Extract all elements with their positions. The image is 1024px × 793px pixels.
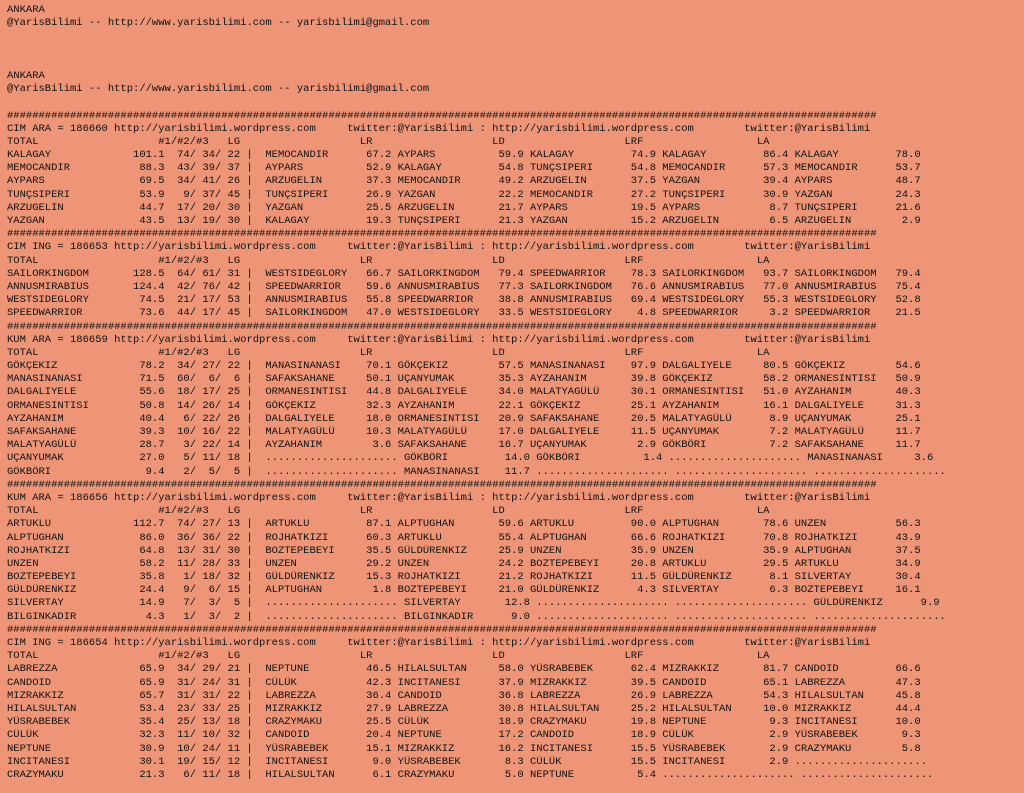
column-headers: TOTAL #1/#2/#3 LG LR LD LRF LA xyxy=(7,505,770,518)
blank-line xyxy=(7,44,1024,57)
table-row: UNZEN 58.2 11/ 28/ 33 | UNZEN 29.2 UNZEN 24.2 BOZTEPEBEYI 20.8 ARTUKLU 29.5 ARTUKLU 34.9 xyxy=(7,557,921,570)
table-row: ARZUGELIN 44.7 17/ 20/ 30 | YAZGAN 25.5 ARZUGELIN 21.7 AYPARS 19.5 AYPARS 8.7 TUNÇSIPERI 21.6 xyxy=(7,201,921,214)
table-row: YÜSRABEBEK 35.4 25/ 13/ 18 | CRAZYMAKU 25.5 CÜLÜK 18.9 CRAZYMAKU 19.8 NEPTUNE 9.3 INCITANESI 10.0 xyxy=(7,716,921,729)
column-headers: TOTAL #1/#2/#3 LG LR LD LRF LA xyxy=(7,254,770,267)
table-row: SILVERTAY 14.9 7/ 3/ 5 | ..................... SILVERTAY 12.8 ..................... ..................... GÜLDÜRENKIZ 9.9 xyxy=(7,597,940,610)
table-row: ANNUSMIRABIUS 124.4 42/ 76/ 42 | SPEEDWARRIOR 59.6 ANNUSMIRABIUS 77.3 SAILORKINGDOM 76.6 ANNUSMIRABIUS 77.0 ANNUSMIRABIUS 75.4 xyxy=(7,280,921,293)
header-city-repeat: ANKARA xyxy=(7,69,45,82)
table-row: NEPTUNE 30.9 10/ 24/ 11 | YÜSRABEBEK 15.1 MIZRAKKIZ 16.2 INCITANESI 15.5 YÜSRABEBEK 2.9 CRAZYMAKU 5.8 xyxy=(7,742,921,755)
table-row: SAFAKSAHANE 39.3 10/ 16/ 22 | MALATYAGÜLÜ 10.3 MALATYAGÜLÜ 17.0 DALGALIYELE 11.5 UÇANYUMAK 7.2 MALATYAGÜLÜ 11.7 xyxy=(7,426,921,438)
table-row: MEMOCANDIR 88.3 43/ 39/ 37 | AYPARS 52.9 KALAGAY 54.8 TUNÇSIPERI 54.8 MEMOCANDIR 57.3 MEMOCANDIR 53.7 xyxy=(7,162,921,175)
table-row: BILGINKADIR 4.3 1/ 3/ 2 | ..................... BILGINKADIR 9.0 ..................... ..................... ..................... xyxy=(7,610,946,623)
table-row: CÜLÜK 32.3 11/ 10/ 32 | CANDOID 20.4 NEPTUNE 17.2 CANDOID 18.9 CÜLÜK 2.9 YÜSRABEBEK 9.3 xyxy=(7,729,921,742)
table-row: INCITANESI 30.1 19/ 15/ 12 | INCITANESI 9.0 YÜSRABEBEK 8.3 CÜLÜK 15.5 INCITANESI 2.9 ..................... xyxy=(7,755,927,768)
table-row: AYZAHANIM 40.4 6/ 22/ 26 | DALGALIYELE 18.0 ORMANESINTISI 20.9 SAFAKSAHANE 20.5 MALATYAGÜLÜ 8.9 UÇANYUMAK 25.1 xyxy=(7,412,921,425)
header-contact-repeat: @YarisBilimi -- http://www.yarisbilimi.com -- yarisbilimi@gmail.com xyxy=(7,83,430,96)
blank-line xyxy=(7,96,1024,109)
section-title: CIM ARA = 186660 http://yarisbilimi.wordpress.com twitter:@YarisBilimi : http://yarisbilimi.wordpress.com twitter:@YarisBilimi xyxy=(7,122,871,135)
table-row: AYPARS 69.5 34/ 41/ 26 | ARZUGELIN 37.3 MEMOCANDIR 49.2 ARZUGELIN 37.5 YAZGAN 39.4 AYPARS 48.7 xyxy=(7,175,921,188)
table-row: BOZTEPEBEYI 35.8 1/ 18/ 32 | GÜLDÜRENKIZ 15.3 ROJHATKIZI 21.2 ROJHATKIZI 11.5 GÜLDÜRENKIZ 8.1 SILVERTAY 30.4 xyxy=(7,571,921,584)
table-row: LABREZZA 65.9 34/ 29/ 21 | NEPTUNE 46.5 HILALSULTAN 58.0 YÜSRABEBEK 62.4 MIZRAKKIZ 81.7 CANDOID 66.6 xyxy=(7,663,921,676)
column-headers: TOTAL #1/#2/#3 LG LR LD LRF LA xyxy=(7,135,770,148)
column-headers: TOTAL #1/#2/#3 LG LR LD LRF LA xyxy=(7,346,770,359)
table-row: GÖKBÖRI 9.4 2/ 5/ 5 | ..................... MANASINANASI 11.7 ..................... ..................... ..................... xyxy=(7,465,946,478)
table-row: SAILORKINGDOM 128.5 64/ 61/ 31 | WESTSIDEGLORY 66.7 SAILORKINGDOM 79.4 SPEEDWARRIOR 78.3 SAILORKINGDOM 93.7 SAILORKINGDOM 79.4 xyxy=(7,267,921,280)
header-contact: @YarisBilimi -- http://www.yarisbilimi.com -- yarisbilimi@gmail.com xyxy=(7,17,430,30)
table-row: HILALSULTAN 53.4 23/ 33/ 25 | MIZRAKKIZ 27.9 LABREZZA 30.8 HILALSULTAN 25.2 HILALSULTAN 10.0 MIZRAKKIZ 44.4 xyxy=(7,702,921,715)
section-separator: ########################################################################################################################################## xyxy=(7,478,877,491)
table-row: ROJHATKIZI 64.8 13/ 31/ 30 | BOZTEPEBEYI 35.5 GÜLDÜRENKIZ 25.9 UNZEN 35.9 UNZEN 35.9 ALPTUGHAN 37.5 xyxy=(7,544,921,557)
table-row: UÇANYUMAK 27.0 5/ 11/ 18 | ..................... GÖKBÖRI 14.0 GÖKBÖRI 1.4 ..................... MANASINANASI 3.6 xyxy=(7,452,934,465)
section-separator: ########################################################################################################################################## xyxy=(7,109,877,122)
table-row: MANASINANASI 71.5 60/ 6/ 6 | SAFAKSAHANE 50.1 UÇANYUMAK 35.3 AYZAHANIM 39.8 GÖKÇEKIZ 58.2 ORMANESINTISI 50.9 xyxy=(7,373,921,386)
table-row: MIZRAKKIZ 65.7 31/ 31/ 22 | LABREZZA 36.4 CANDOID 36.8 LABREZZA 26.9 LABREZZA 54.3 HILALSULTAN 45.8 xyxy=(7,689,921,702)
blank-line xyxy=(7,30,1024,43)
section-title: CIM ING = 186654 http://yarisbilimi.wordpress.com twitter:@YarisBilimi : http://yarisbilimi.wordpress.com twitter:@YarisBilimi xyxy=(7,637,871,649)
header-city: ANKARA xyxy=(7,4,45,16)
section-separator: ########################################################################################################################################## xyxy=(7,623,877,636)
section-title: KUM ARA = 186656 http://yarisbilimi.wordpress.com twitter:@YarisBilimi : http://yarisbilimi.wordpress.com twitter:@YarisBilimi xyxy=(7,491,871,504)
table-row: SPEEDWARRIOR 73.6 44/ 17/ 45 | SAILORKINGDOM 47.0 WESTSIDEGLORY 33.5 WESTSIDEGLORY 4.8 SPEEDWARRIOR 3.2 SPEEDWARRIOR 21.5 xyxy=(7,307,921,320)
table-row: CRAZYMAKU 21.3 6/ 11/ 18 | HILALSULTAN 6.1 CRAZYMAKU 5.0 NEPTUNE 5.4 ..................... ..................... xyxy=(7,768,934,781)
section-separator: ########################################################################################################################################## xyxy=(7,320,877,333)
table-row: GÖKÇEKIZ 78.2 34/ 27/ 22 | MANASINANASI 70.1 GÖKÇEKIZ 57.5 MANASINANASI 97.9 DALGALIYELE 80.5 GÖKÇEKIZ 54.6 xyxy=(7,360,921,373)
section-separator: ########################################################################################################################################## xyxy=(7,228,877,241)
table-row: DALGALIYELE 55.6 18/ 17/ 25 | ORMANESINTISI 44.8 DALGALIYELE 34.0 MALATYAGÜLÜ 30.1 ORMANESINTISI 51.0 AYZAHANIM 40.3 xyxy=(7,386,921,399)
section-title: CIM ING = 186653 http://yarisbilimi.wordpress.com twitter:@YarisBilimi : http://yarisbilimi.wordpress.com twitter:@YarisBilimi xyxy=(7,241,871,254)
table-row: ORMANESINTISI 50.8 14/ 26/ 14 | GÖKÇEKIZ 32.3 AYZAHANIM 22.1 GÖKÇEKIZ 25.1 AYZAHANIM 16.1 DALGALIYELE 31.3 xyxy=(7,399,921,412)
table-row: MALATYAGÜLÜ 28.7 3/ 22/ 14 | AYZAHANIM 3.6 SAFAKSAHANE 16.7 UÇANYUMAK 2.9 GÖKBÖRI 7.2 SAFAKSAHANE 11.7 xyxy=(7,439,921,452)
table-row: KALAGAY 101.1 74/ 34/ 22 | MEMOCANDIR 67.2 AYPARS 59.9 KALAGAY 74.9 KALAGAY 86.4 KALAGAY 78.0 xyxy=(7,149,921,162)
table-row: ALPTUGHAN 86.0 36/ 36/ 22 | ROJHATKIZI 60.3 ARTUKLU 55.4 ALPTUGHAN 66.6 ROJHATKIZI 70.8 ROJHATKIZI 43.9 xyxy=(7,531,921,544)
blank-line xyxy=(7,57,1024,70)
section-title: KUM ARA = 186659 http://yarisbilimi.wordpress.com twitter:@YarisBilimi : http://yarisbilimi.wordpress.com twitter:@YarisBilimi xyxy=(7,333,871,346)
table-row: YAZGAN 43.5 13/ 19/ 30 | KALAGAY 19.3 TUNÇSIPERI 21.3 YAZGAN 15.2 ARZUGELIN 6.5 ARZUGELIN 2.9 xyxy=(7,215,921,227)
table-row: CANDOID 65.9 31/ 24/ 31 | CÜLÜK 42.3 INCITANESI 37.9 MIZRAKKIZ 39.5 CANDOID 65.1 LABREZZA 47.3 xyxy=(7,676,921,689)
table-row: TUNÇSIPERI 53.9 9/ 37/ 45 | TUNÇSIPERI 26.9 YAZGAN 22.2 MEMOCANDIR 27.2 TUNÇSIPERI 30.9 YAZGAN 24.3 xyxy=(7,188,921,201)
column-headers: TOTAL #1/#2/#3 LG LR LD LRF LA xyxy=(7,650,770,663)
table-row: WESTSIDEGLORY 74.5 21/ 17/ 53 | ANNUSMIRABIUS 55.8 SPEEDWARRIOR 38.8 ANNUSMIRABIUS 69.4 WESTSIDEGLORY 55.3 WESTSIDEGLORY 52.8 xyxy=(7,294,921,307)
table-row: ARTUKLU 112.7 74/ 27/ 13 | ARTUKLU 87.1 ALPTUGHAN 59.6 ARTUKLU 90.0 ALPTUGHAN 78.6 UNZEN 56.3 xyxy=(7,518,921,531)
table-row: GÜLDÜRENKIZ 24.4 9/ 6/ 15 | ALPTUGHAN 1.8 BOZTEPEBEYI 21.0 GÜLDÜRENKIZ 4.3 SILVERTAY 6.3 BOZTEPEBEYI 16.1 xyxy=(7,584,921,597)
